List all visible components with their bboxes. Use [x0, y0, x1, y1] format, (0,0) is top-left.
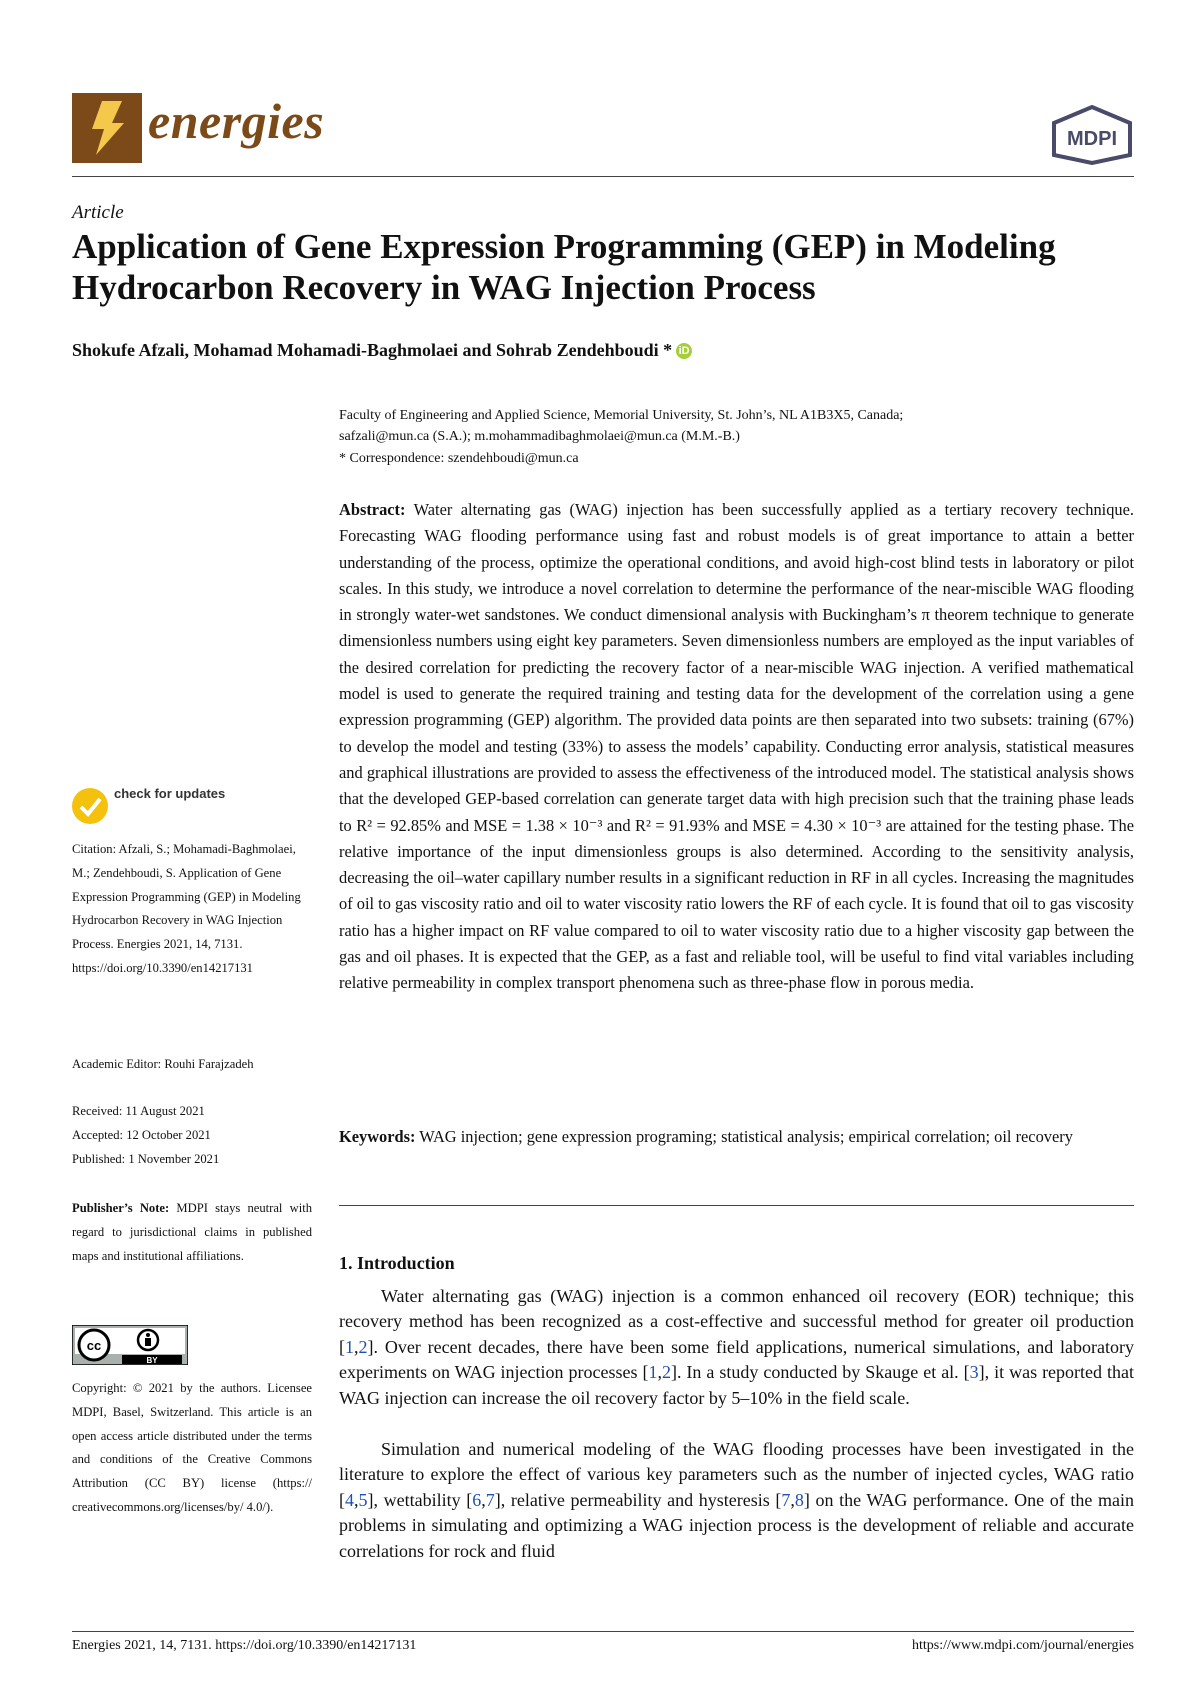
text-run: , [657, 1362, 662, 1383]
citation-link[interactable]: 5 [358, 1489, 368, 1510]
text-run: ] on the WAG performance. One of the main problems in simulating and optimizing a WAG injection process is the development of reliable and accurate correlations for rock and fluid [339, 1489, 1134, 1561]
article-type: Article [72, 202, 124, 223]
published-date: Published: 1 November 2021 [72, 1151, 220, 1166]
publisher-note-label: Publisher’s Note: [72, 1201, 170, 1215]
author-list [72, 340, 692, 361]
publisher-note-text: MDPI stays neutral with regard to jurisdictional claims in published maps and institutional affiliations. [72, 1201, 313, 1263]
text-run: ], it was reported that WAG injection can increase the oil recovery factor by 5–10% in the field scale. [339, 1362, 1135, 1408]
publisher-note [72, 1197, 312, 1268]
article-title: Application of Gene Expression Programming (GEP) in Modeling Hydrocarbon Recovery in WAG Injection Process [72, 227, 1056, 307]
footer-citation: Energies 2021, 14, 7131. https://doi.org/10.3390/en14217131 [72, 1638, 417, 1653]
citation-link[interactable]: 7 [485, 1489, 495, 1510]
abstract [339, 497, 1134, 997]
abstract-label: Abstract: [339, 500, 406, 519]
section-heading-introduction: 1. Introduction [339, 1253, 455, 1273]
keywords [339, 1124, 1134, 1150]
accepted-date: Accepted: 12 October 2021 [72, 1127, 211, 1142]
intro-paragraph-1 [339, 1284, 1134, 1411]
citation-link[interactable]: 2 [661, 1362, 671, 1383]
citation-link[interactable]: 8 [794, 1489, 804, 1510]
keywords-label: Keywords: [339, 1127, 416, 1146]
author-names: Shokufe Afzali, Mohamad Mohamadi-Baghmolaei and Sohrab Zendehboudi * [72, 340, 673, 360]
checkmark-icon [72, 788, 108, 824]
citation-link[interactable]: 7 [781, 1489, 791, 1510]
journal-name: energies [148, 93, 325, 149]
text-run: ]. Over recent decades, there have been some field applications, numerical simulations, and laboratory experiments on WAG injection processes [ [339, 1336, 1134, 1383]
text-run: ], wettability [ [367, 1489, 473, 1510]
text-run: ], relative permeability and hysteresis [ [494, 1489, 782, 1510]
text-run: , [354, 1336, 359, 1357]
text-run: , [790, 1489, 795, 1510]
citation-link[interactable]: 1 [345, 1336, 354, 1357]
intro-paragraph-2 [339, 1437, 1134, 1564]
citation-block: Citation: Afzali, S.; Mohamadi-Baghmolaei, M.; Zendehboudi, S. Application of Gene Expression Programming (GEP) in Modeling Hydrocarbon Recovery in WAG Injection Process. Energies 2021, 14, 7131. https://doi.org/10.3390/en14217131 [72, 842, 301, 975]
cc-by-license-icon[interactable] [72, 1325, 188, 1365]
journal-logo-icon [72, 93, 142, 163]
text-run: ]. In a study conducted by Skauge et al. [ [670, 1362, 970, 1383]
cc-badge-label: BY [146, 1356, 158, 1365]
text-run: Simulation and numerical modeling of the WAG flooding processes have been investigated in the literature to explore the effect of various key parameters such as the number of injected cycles, WAG ratio [ [339, 1439, 1134, 1510]
text-run: , [481, 1489, 486, 1510]
section-divider [339, 1205, 1134, 1206]
text-run: , [354, 1489, 359, 1510]
citation-link[interactable]: 1 [648, 1362, 658, 1383]
citation-link[interactable]: 4 [345, 1489, 354, 1510]
svg-text:cc: cc [86, 1338, 102, 1353]
text-run: Water alternating gas (WAG) injection is a common enhanced oil recovery (EOR) technique; this recovery method has been recognized as a cost-effective and successful method for greater oil production [ [339, 1286, 1134, 1357]
abstract-text: Water alternating gas (WAG) injection has been successfully applied as a tertiary recovery technique. Forecasting WAG flooding performance using fast and robust models is of great importance to attain a better understanding of the process, optimize the operational conditions, and avoid high-cost blind tests in laboratory or pilot scales. In this study, we introduce a novel correlation to determine the performance of the near-miscible WAG flooding in strongly water-wet sandstones. We conduct dimensional analysis with Buckingham’s π theorem technique to generate dimensionless numbers using eight key parameters. Seven dimensionless numbers are employed as the input variables of the desired correlation for predicting the recovery factor of a near-miscible WAG injection. A verified mathematical model is used to generate the required training and testing data for the development of the correlation using a gene expression programming (GEP) algorithm. The provided data points are then separated into two subsets: training (67%) to develop the model and testing (33%) to assess the models’ capability. Conducting error analysis, statistical measures and graphical illustrations are provided to assess the effectiveness of the introduced model. The statistical analysis shows that the developed GEP-based correlation can generate target data with high precision such that the training phase leads to R² = 92.85% and MSE = 1.38 × 10⁻³ and R² = 91.93% and MSE = 4.30 × 10⁻³ are attained for the testing phase. The relative importance of the input dimensionless groups is also determined. According to the sensitivity analysis, decreasing the oil–water capillary number results in a significant reduction in RF in all cycles. Increasing the magnitudes of oil to gas viscosity ratio and oil to water viscosity ratio lowers the RF of each cycle. It is found that oil to gas viscosity ratio has a higher impact on RF value compared to oil to water viscosity ratio due to a higher viscosity gap between the gas and oil phases. It is expected that the GEP, as a fast and reliable tool, will be useful to find vital variables including relative permeability in complex transport phenomena such as three-phase flow in porous media. [339, 500, 1134, 993]
orcid-icon[interactable]: iD [676, 343, 692, 359]
copyright-notice: Copyright: © 2021 by the authors. Licensee MDPI, Basel, Switzerland. This article is an open access article distributed under the terms and conditions of the Creative Commons Attribution (CC BY) license (https:// creativecommons.org/licenses/by/ 4.0/). [72, 1381, 312, 1514]
footer-journal-url[interactable]: https://www.mdpi.com/journal/energies [911, 1638, 1134, 1653]
citation-link[interactable]: 3 [969, 1362, 979, 1383]
check-for-updates-label: check for updates [114, 786, 226, 801]
citation-link[interactable]: 6 [472, 1489, 482, 1510]
header-divider [72, 176, 1134, 177]
dates-block [72, 1100, 312, 1171]
author-emails: safzali@mun.ca (S.A.); m.mohammadibaghmolaei@mun.ca (M.M.-B.) [339, 429, 740, 444]
affiliation: Faculty of Engineering and Applied Science, Memorial University, St. John’s, NL A1B3X5, Canada; [339, 408, 904, 423]
academic-editor: Academic Editor: Rouhi Farajzadeh [72, 1057, 254, 1071]
mdpi-logo-text: MDPI [1067, 128, 1117, 150]
keywords-text: WAG injection; gene expression programing; statistical analysis; empirical correlation; oil recovery [419, 1127, 1073, 1146]
citation-link[interactable]: 2 [358, 1336, 368, 1357]
footer-divider [72, 1631, 1134, 1632]
mdpi-logo-icon [1050, 105, 1135, 165]
received-date: Received: 11 August 2021 [72, 1104, 205, 1118]
correspondence: * Correspondence: szendehboudi@mun.ca [339, 451, 579, 466]
